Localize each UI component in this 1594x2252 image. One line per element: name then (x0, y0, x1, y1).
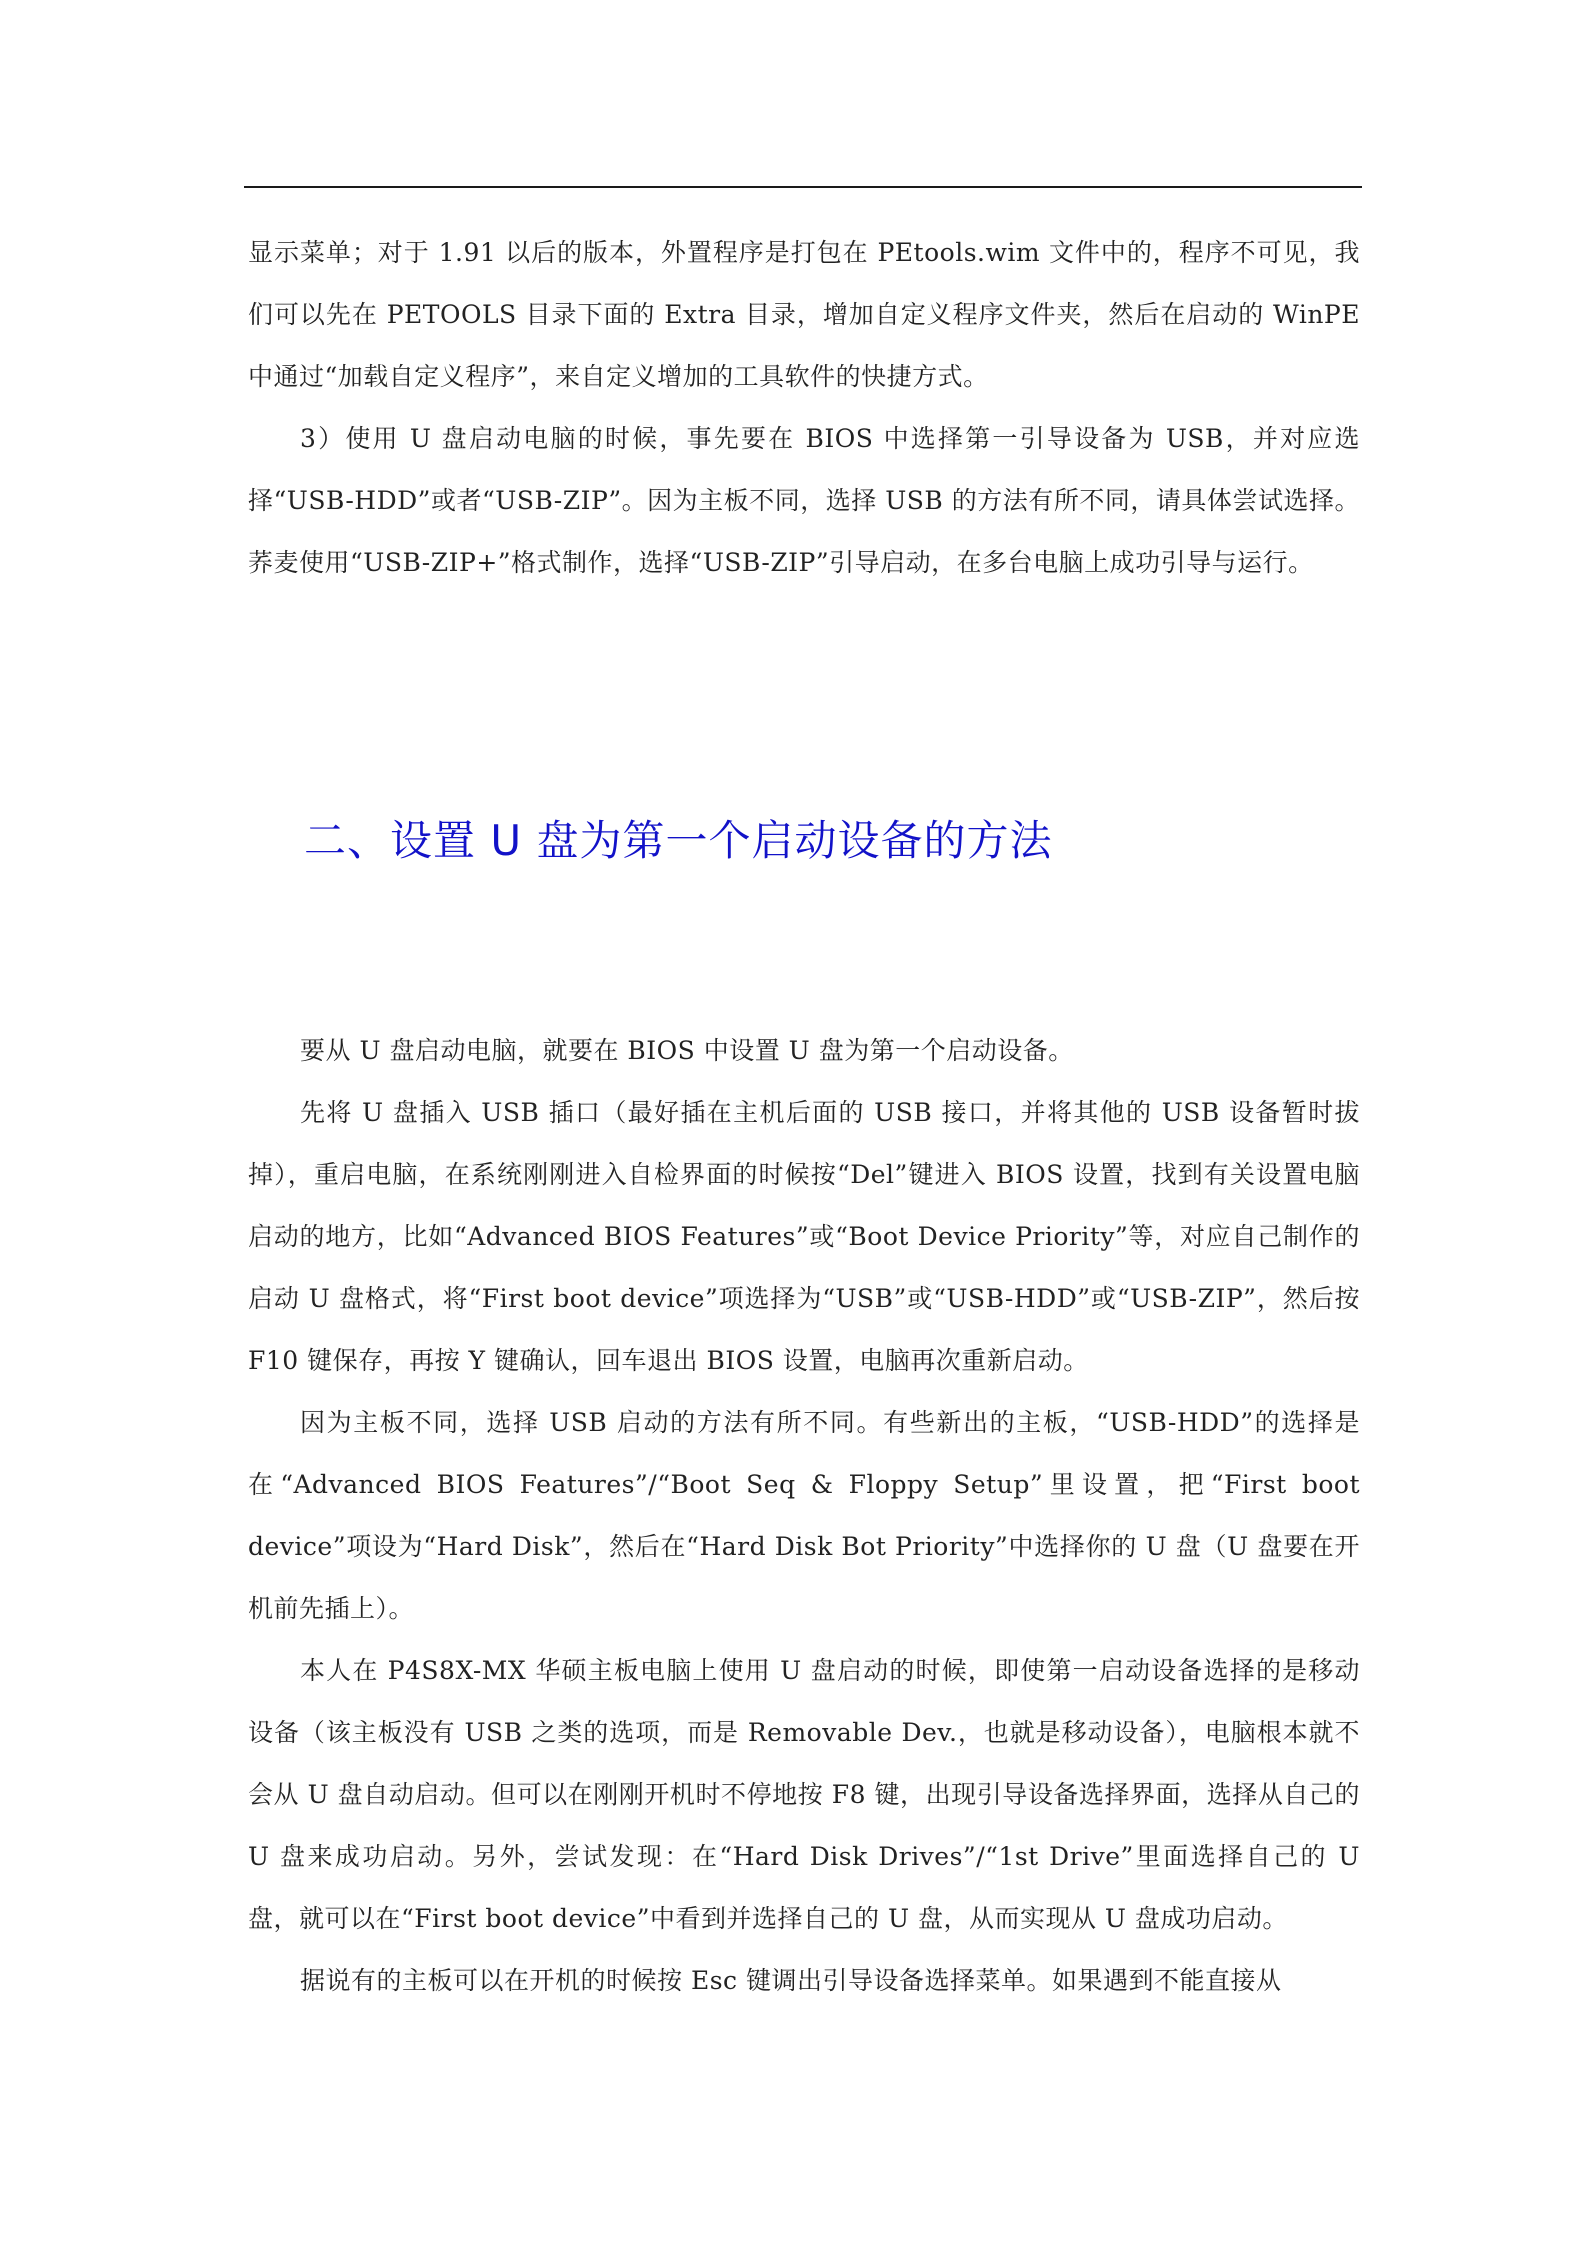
paragraph-esc-key: 据说有的主板可以在开机的时候按 Esc 键调出引导设备选择菜单。如果遇到不能直接从 (300, 1966, 1282, 1995)
header-rule (244, 186, 1362, 188)
top-text-block (248, 222, 1360, 594)
paragraph-asus-experience: 本人在 P4S8X-MX 华硕主板电脑上使用 U 盘启动的时候，即使第一启动设备选择的是移动设备（该主板没有 USB 之类的选项，而是 Removable Dev.，也就是移动设备），电脑根本就不会从 U 盘自动启动。但可以在刚刚开机时不停地按 F8 键，出现引导设备选择界面，选择从自己的 U 盘来成功启动。另外，尝试发现：在“Hard Disk Drives”/“1st Drive”里面选择自己的 U 盘，就可以在“First boot device”中看到并选择自己的 U 盘，从而实现从 U 盘成功启动。 (248, 1656, 1360, 1933)
body-text-block (248, 1020, 1360, 2012)
paragraph-continuation: 显示菜单；对于 1.91 以后的版本，外置程序是打包在 PEtools.wim 文件中的，程序不可见，我们可以先在 PETOOLS 目录下面的 Extra 目录，增加自定义程序文件夹，然后在启动的 WinPE 中通过“加载自定义程序”，来自定义增加的工具软件的快捷方式。 (248, 238, 1360, 391)
paragraph-motherboard-differences: 因为主板不同，选择 USB 启动的方法有所不同。有些新出的主板，“USB-HDD”的选择是在“Advanced BIOS Features”/“Boot Seq & Floppy Setup”里设置，把“First boot device”项设为“Hard Disk”，然后在“Hard Disk Bot Priority”中选择你的 U 盘（U 盘要在开机前先插上）。 (248, 1408, 1360, 1623)
section-heading: 二、设置 U 盘为第一个启动设备的方法 (304, 816, 1053, 865)
paragraph-usb-boot-note: 3）使用 U 盘启动电脑的时候，事先要在 BIOS 中选择第一引导设备为 USB，并对应选择“USB-HDD”或者“USB-ZIP”。因为主板不同，选择 USB 的方法有所不同，请具体尝试选择。荞麦使用“USB-ZIP+”格式制作，选择“USB-ZIP”引导启动，在多台电脑上成功引导与运行。 (248, 424, 1360, 577)
paragraph-bios-steps: 先将 U 盘插入 USB 插口（最好插在主机后面的 USB 接口，并将其他的 USB 设备暂时拔掉），重启电脑，在系统刚刚进入自检界面的时候按“Del”键进入 BIOS 设置，找到有关设置电脑启动的地方，比如“Advanced BIOS Features”或“Boot Device Priority”等，对应自己制作的启动 U 盘格式，将“First boot device”项选择为“USB”或“USB-HDD”或“USB-ZIP”，然后按 F10 键保存，再按 Y 键确认，回车退出 BIOS 设置，电脑再次重新启动。 (248, 1098, 1360, 1375)
paragraph-intro: 要从 U 盘启动电脑，就要在 BIOS 中设置 U 盘为第一个启动设备。 (300, 1036, 1074, 1065)
